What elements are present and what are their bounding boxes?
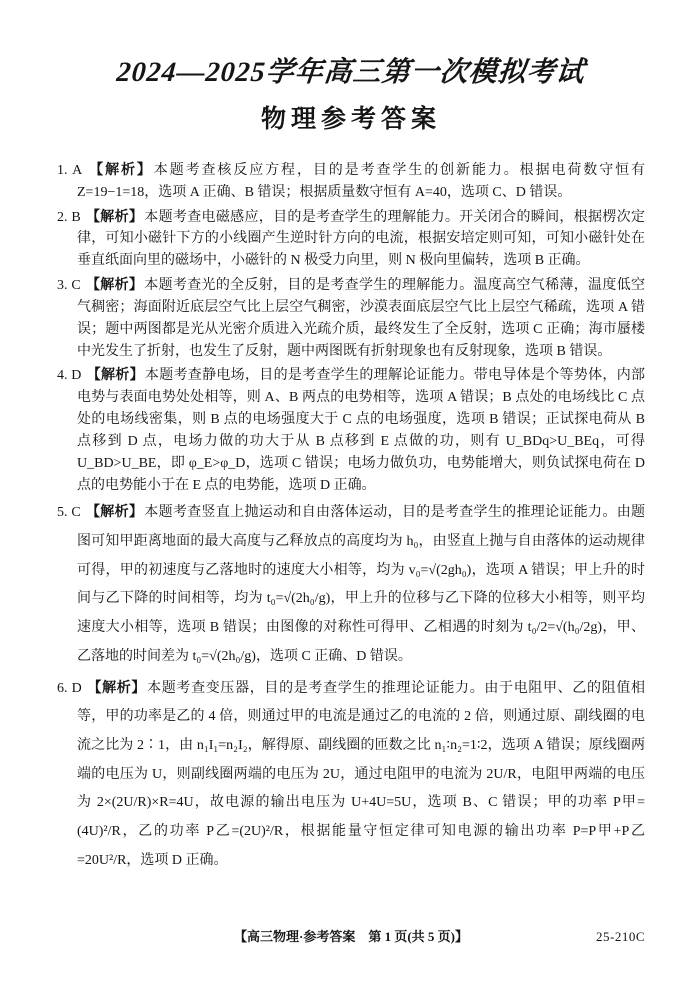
answers-list [57, 160, 645, 875]
answer-text-4: 本题考查静电场，目的是考查学生的理解论证能力。带电导体是个等势体，内部电势与表面电势处处相等，则 A、B 两点的电势相等，选项 A 错误；B 点处的电场线比 C 点处的电场线密集，则 B 点的电场强度大于 C 点的电场强度，选项 B 错误；正试探电荷从 B 点移到 D 点，电场力做的功大于从 B 点移到 E 点做的功，则有 U_BDq>U_BEq，可得 U_BD>U_BE，即 φ_E>φ_D，选项 C 错误；电场力做负功，电势能增大，则负试探电荷在 D 点的电势能小于在 E 点的电势能，选项 D 正确。 [77, 368, 645, 493]
answer-key-title: 物理参考答案 [260, 105, 441, 133]
answer-text-6: 本题考查变压器，目的是考查学生的推理论证能力。由于电阻甲、乙的阻值相等，甲的功率是乙的 4 倍，则通过甲的电流是通过乙的电流的 2 倍，则通过原、副线圈的电流之比为 2∶1，由 n₁I₁=n₂I₂，解得原、副线圈的匝数之比 n₁∶n₂=1∶2，选项 A 错误；原线圈两端的电压为 U，则副线圈两端的电压为 2U，通过电阻甲的电流为 2U/R，电阻甲两端的电压为 2×(2U/R)×R=4U，故电源的输出电压为 U+4U=5U，选项 B、C 错误；甲的功率 P甲=(4U)²/R，乙的功率 P乙=(2U)²/R，根据能量守恒定律可知电源的输出功率 P=P甲+P乙=20U²/R，选项 D 正确。 [77, 680, 646, 868]
answer-number-6: 6. D [57, 680, 82, 696]
document-header [57, 50, 645, 135]
exam-title: 2024—2025学年高三第一次模拟考试 [115, 57, 587, 88]
answer-item-4 [57, 365, 645, 496]
answer-item-1 [57, 160, 645, 204]
answer-item-3 [57, 275, 645, 362]
answer-text-5: 本题考查竖直上抛运动和自由落体运动，目的是考查学生的推理论证能力。由题图可知甲距离地面的最大高度与乙释放点的高度均为 h₀，由竖直上抛与自由落体的运动规律可得，甲的初速度与乙落地时的速度大小相等，均为 v₀=√(2gh₀)，选项 A 错误；甲上升的时间与乙下降的时间相等，均为 t₀=√(2h₀/g)，甲上升的位移与乙下降的位移大小相等，则平均速度大小相等，选项 B 错误；由图像的对称性可得甲、乙相遇的时刻为 t₀/2=√(h₀/2g)，甲、乙落地的时间差为 t₀=√(2h₀/g)，选项 C 正确、D 错误。 [77, 505, 646, 664]
analysis-label: 【解析】 [85, 505, 144, 521]
answer-number-2: 2. B [57, 209, 81, 225]
answer-number-5: 5. C [57, 505, 81, 521]
answer-number-3: 3. C [57, 278, 81, 294]
answer-text-3: 本题考查光的全反射，目的是考查学生的理解能力。温度高空气稀薄，温度低空气稠密；海面附近底层空气比上层空气稠密，沙漠表面底层空气比上层空气稀疏，选项 A 错误；题中两图都是光从光密介质进入光疏介质，最终发生了全反射，选项 C 正确；海市蜃楼中光发生了折射，也发生了反射，题中两图既有折射现象也有反射现象，选项 B 错误。 [77, 278, 646, 359]
analysis-label: 【解析】 [86, 680, 147, 696]
analysis-label: 【解析】 [87, 163, 153, 178]
answer-text-2: 本题考查电磁感应，目的是考查学生的理解能力。开关闭合的瞬间，根据楞次定律，可知小磁针下方的小线圈产生逆时针方向的电流，根据安培定则可知，可知小磁针处在垂直纸面向里的磁场中，小磁针的 N 极受力向里，则 N 极向里偏转，选项 B 正确。 [77, 209, 646, 269]
answer-item-6 [57, 675, 645, 876]
page-footer [57, 929, 645, 945]
answer-number-4: 4. D [57, 368, 82, 384]
footer-page-label: 【高三物理·参考答案 第 1 页(共 5 页)】 [234, 929, 468, 944]
analysis-label: 【解析】 [86, 368, 144, 384]
answer-text-1: 本题考查核反应方程，目的是考查学生的创新能力。根据电荷数守恒有 Z=19−1=18，选项 A 正确、B 错误；根据质量数守恒有 A=40，选项 C、D 错误。 [77, 163, 646, 200]
answer-item-5 [57, 499, 645, 671]
analysis-label: 【解析】 [85, 278, 144, 294]
answer-item-2 [57, 207, 645, 272]
answer-number-1: 1. A [57, 163, 83, 178]
analysis-label: 【解析】 [85, 209, 144, 225]
paper-code: 25-210C [596, 929, 645, 944]
